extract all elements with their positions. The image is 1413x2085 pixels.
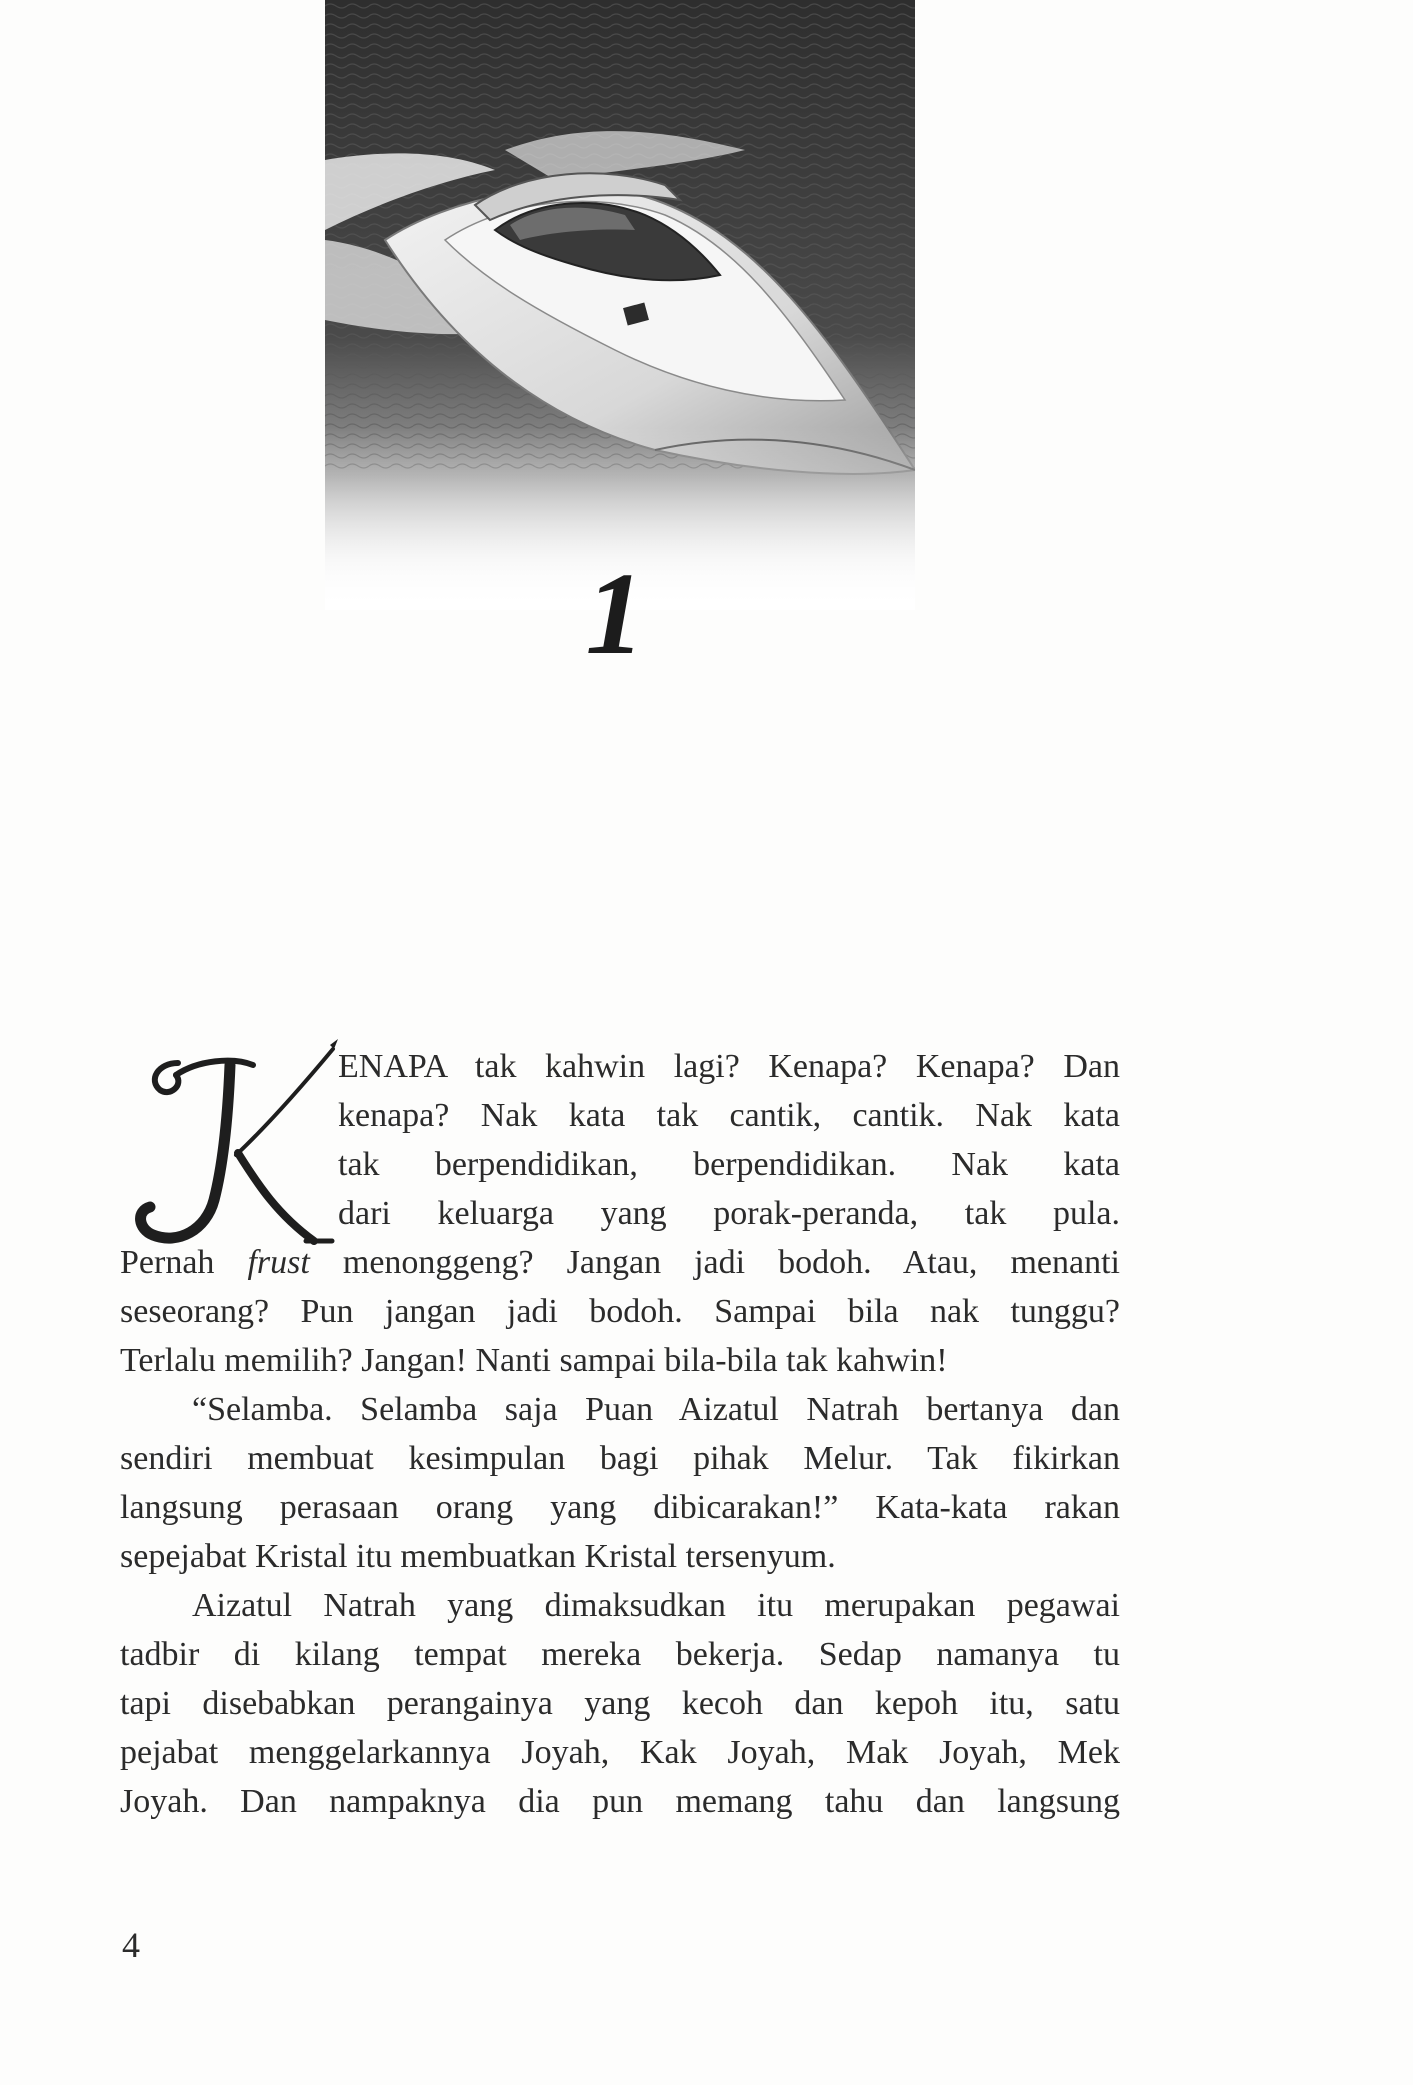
speedboat-photo (325, 0, 915, 610)
italic-word: frust (247, 1244, 310, 1281)
chapter-number: 1 (585, 548, 645, 679)
text-line: ENAPA tak kahwin lagi? Kenapa? Kenapa? Dan (338, 1048, 1120, 1085)
text-line: seseorang? Pun jangan jadi bodoh. Sampai bila nak tunggu? (120, 1293, 1120, 1330)
text-line: pejabat menggelarkannya Joyah, Kak Joyah, Mak Joyah, Mek (120, 1734, 1120, 1771)
text-line: sepejabat Kristal itu membuatkan Kristal tersenyum. (120, 1538, 836, 1575)
text-line: tadbir di kilang tempat mereka bekerja. Sedap namanya tu (120, 1636, 1120, 1673)
drop-cap-text (338, 1035, 339, 1036)
text-line: langsung perasaan orang yang dibicarakan!” Kata-kata rakan (120, 1489, 1120, 1526)
drop-cap-letter (118, 1035, 338, 1255)
text-span: Pernah (120, 1244, 248, 1281)
text-line: dari keluarga yang porak-peranda, tak pula. (338, 1195, 1120, 1232)
text-line: “Selamba. Selamba saja Puan Aizatul Natrah bertanya dan (192, 1391, 1120, 1428)
text-line: kenapa? Nak kata tak cantik, cantik. Nak kata (338, 1097, 1120, 1134)
page-number: 4 (122, 1925, 140, 1965)
text-line: tapi disebabkan perangainya yang kecoh dan kepoh itu, satu (120, 1685, 1120, 1722)
text-line: Joyah. Dan nampaknya dia pun memang tahu dan langsung (120, 1783, 1120, 1820)
text-line: Aizatul Natrah yang dimaksudkan itu merupakan pegawai (192, 1587, 1120, 1624)
text-line: Terlalu memilih? Jangan! Nanti sampai bila-bila tak kahwin! (120, 1342, 948, 1379)
text-line (120, 1241, 1120, 1285)
text-span: menonggeng? Jangan jadi bodoh. Atau, menanti (309, 1244, 1120, 1281)
text-line: tak berpendidikan, berpendidikan. Nak kata (338, 1146, 1120, 1183)
text-line: sendiri membuat kesimpulan bagi pihak Melur. Tak fikirkan (120, 1440, 1120, 1477)
